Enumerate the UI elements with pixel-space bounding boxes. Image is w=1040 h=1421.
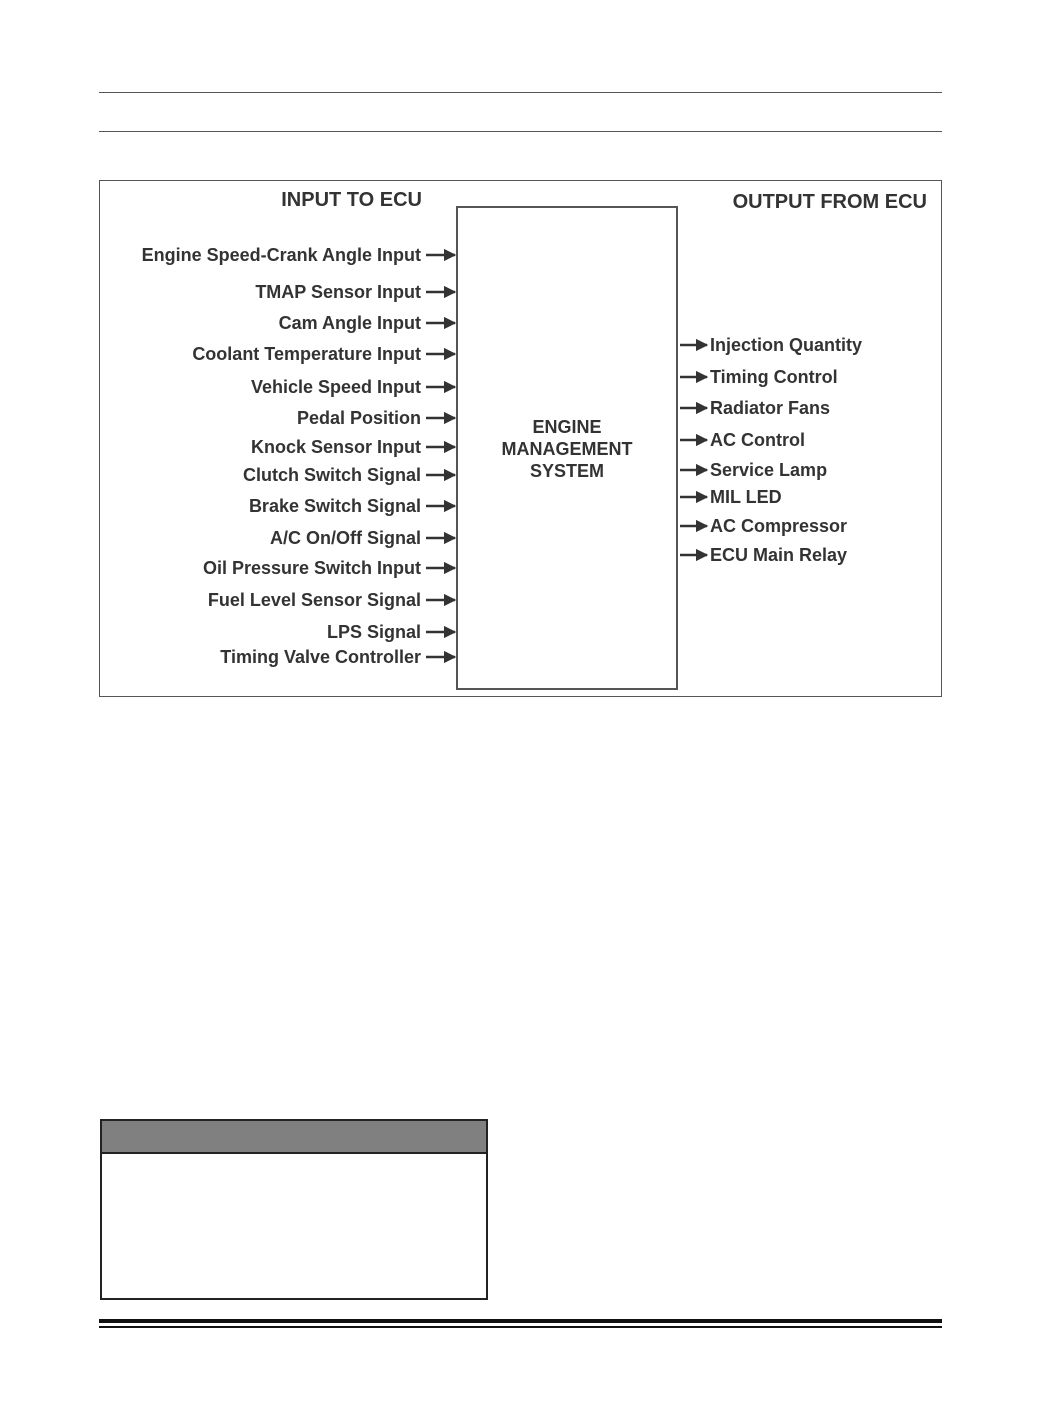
output-signal-label: ECU Main Relay [710,545,848,565]
input-signal-label: Knock Sensor Input [250,437,421,457]
input-heading: INPUT TO ECU [281,189,422,211]
output-signal-list [680,335,862,565]
output-signal-label: AC Control [710,430,805,450]
input-signal-label: Clutch Switch Signal [242,465,421,485]
input-signal-label: Cam Angle Input [278,313,421,333]
header-rule-top [99,92,942,93]
input-signal-label: Timing Valve Controller [220,647,421,667]
output-heading: OUTPUT FROM ECU [732,191,927,213]
ecu-io-diagram-svg [100,181,942,697]
output-signal-label: AC Compressor [710,516,848,536]
ecu-io-diagram [99,180,942,697]
input-signal-list [142,245,455,667]
header-rule-bottom [99,131,942,132]
input-signal-label: Coolant Temperature Input [192,344,421,364]
output-signal-label: Timing Control [710,367,838,387]
input-signal-label: Brake Switch Signal [248,496,421,516]
footer-rule-thick [99,1319,942,1323]
input-signal-label: Engine Speed-Crank Angle Input [141,245,421,265]
note-box [100,1119,488,1300]
center-box-line-1: ENGINE [532,417,602,437]
footer-rule-thin [99,1326,942,1328]
output-signal-label: Radiator Fans [710,398,831,418]
input-signal-label: Pedal Position [296,408,421,428]
output-signal-label: MIL LED [710,487,782,507]
note-box-header [102,1121,486,1154]
input-signal-label: TMAP Sensor Input [255,282,421,302]
input-signal-label: Vehicle Speed Input [250,377,421,397]
input-signal-label: LPS Signal [326,622,421,642]
input-signal-label: A/C On/Off Signal [270,528,421,548]
output-signal-label: Injection Quantity [710,335,863,355]
output-signal-label: Service Lamp [710,460,828,480]
center-box-line-3: SYSTEM [529,461,605,481]
input-signal-label: Oil Pressure Switch Input [202,558,421,578]
center-box-line-2: MANAGEMENT [501,439,633,459]
input-signal-label: Fuel Level Sensor Signal [207,590,421,610]
